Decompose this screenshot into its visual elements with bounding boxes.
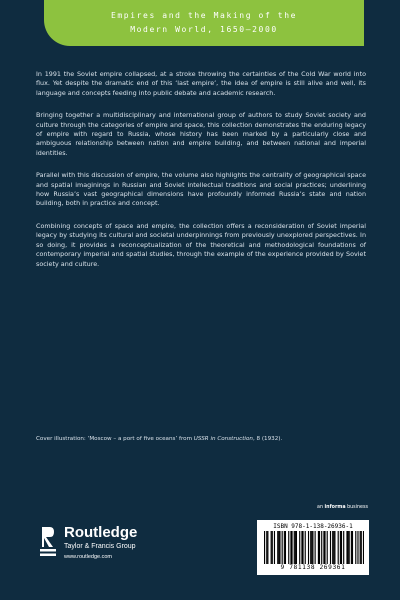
barcode-bar xyxy=(343,531,344,564)
blurb-paragraph-2: Bringing together a multidisciplinary and international group of authors to study Soviet society and culture through the categories of empire and space, this collection demonstrates the enduring legacy of empire with regard to Russia, whose history has been marked by a particularly close and ambiguous relationship between nation and empire building, and between national and imperial identities. xyxy=(36,111,366,157)
publisher-block xyxy=(40,525,190,575)
barcode-bar xyxy=(311,531,312,564)
barcode-bar xyxy=(312,531,313,564)
cover-credit-suffix: , 8 (1932). xyxy=(252,436,283,442)
blurb-paragraph-1: In 1991 the Soviet empire collapsed, at a stroke throwing the certainties of the Cold War world into flux. Yet despite the dramatic end of this ‘last empire’, the idea of empire is still alive and well, its language and concepts feeding into public debate and academic research. xyxy=(36,70,366,97)
barcode-bar xyxy=(284,531,285,564)
publisher-group: Taylor & Francis Group xyxy=(64,543,136,550)
barcode-bar xyxy=(266,531,267,564)
barcode-bar xyxy=(346,531,347,564)
publisher-name: Routledge xyxy=(64,524,138,541)
barcode-bar xyxy=(294,531,295,564)
series-banner xyxy=(44,0,364,46)
barcode-bar xyxy=(301,531,302,564)
informa-prefix: an xyxy=(317,505,325,510)
barcode-bar xyxy=(295,531,296,564)
barcode-bar xyxy=(321,531,322,564)
barcode-bar xyxy=(299,531,300,564)
barcode-bar xyxy=(360,531,361,564)
series-title-line-2: Modern World, 1650–2000 xyxy=(130,25,278,34)
barcode-bar xyxy=(363,531,364,564)
barcode-bar xyxy=(351,531,352,564)
barcode-bar xyxy=(310,531,311,564)
barcode-bar xyxy=(349,531,350,564)
isbn-label: ISBN 978-1-138-26936-1 xyxy=(273,523,353,530)
blurb-paragraph-4: Combining concepts of space and empire, the collection offers a reconsideration of Soviet imperial legacy by studying its cultural and societal underpinnings from previously unexplored perspectives. In so doing, it provides a reconceptualization of the theoretical and methodological foundations of contemporary imperial and spatial studies, through the example of the experience provided by Soviet society and culture. xyxy=(36,221,366,268)
barcode-bar xyxy=(361,531,362,564)
informa-suffix: business xyxy=(345,505,368,510)
barcode-bar xyxy=(271,531,272,564)
barcode-bar xyxy=(352,531,353,564)
barcode-bar xyxy=(327,531,328,564)
barcode-digits: 9 781138 269361 xyxy=(280,564,346,571)
publisher-url: www.routledge.com xyxy=(64,554,112,560)
cover-credit-title: USSR in Construction xyxy=(193,436,253,442)
barcode-bar xyxy=(340,531,341,564)
barcode-bar xyxy=(264,531,265,564)
barcode xyxy=(257,520,369,575)
barcode-bar xyxy=(302,531,303,564)
informa-brand: informa xyxy=(324,505,346,510)
cover-credit xyxy=(36,436,366,442)
barcode-bar xyxy=(278,531,279,564)
blurb-paragraph-3: Parallel with this discussion of empire, the volume also highlights the centrality of geographical space and spatial imaginings in Russian and Soviet intellectual traditions and social practices; underlining how Russia’s vast geographical dimensions have profoundly informed Russia’s state and nation building, both in practice and concept. xyxy=(36,171,366,208)
barcode-bars xyxy=(264,531,364,564)
routledge-r-logo-icon xyxy=(40,525,56,557)
barcode-bar xyxy=(296,531,297,564)
barcode-bar xyxy=(285,531,286,564)
cover-credit-prefix: Cover illustration: ‘Moscow – a port of five oceans’ from xyxy=(36,436,194,442)
barcode-bar xyxy=(338,531,339,564)
barcode-bar xyxy=(323,531,324,564)
barcode-bar xyxy=(308,531,309,564)
barcode-bar xyxy=(315,531,316,564)
barcode-bar xyxy=(267,531,268,564)
barcode-bar xyxy=(305,531,306,564)
barcode-bar xyxy=(274,531,275,564)
barcode-bar xyxy=(318,531,319,564)
series-title-line-1: Empires and the Making of the xyxy=(110,11,298,20)
informa-business-tag xyxy=(317,505,368,510)
barcode-bar xyxy=(277,531,278,564)
barcode-bar xyxy=(282,531,283,564)
barcode-bar xyxy=(357,531,358,564)
barcode-bar xyxy=(341,531,342,564)
barcode-bar xyxy=(290,531,291,564)
barcode-bar xyxy=(333,531,334,564)
barcode-bar xyxy=(355,531,356,564)
barcode-bar xyxy=(334,531,335,564)
barcode-bar xyxy=(279,531,280,564)
barcode-bar xyxy=(272,531,273,564)
barcode-bar xyxy=(288,531,289,564)
barcode-bar xyxy=(330,531,331,564)
blurb xyxy=(36,70,366,282)
barcode-bar xyxy=(291,531,292,564)
barcode-bar xyxy=(324,531,325,564)
barcode-bar xyxy=(319,531,320,564)
barcode-bar xyxy=(332,531,333,564)
barcode-bar xyxy=(348,531,349,564)
